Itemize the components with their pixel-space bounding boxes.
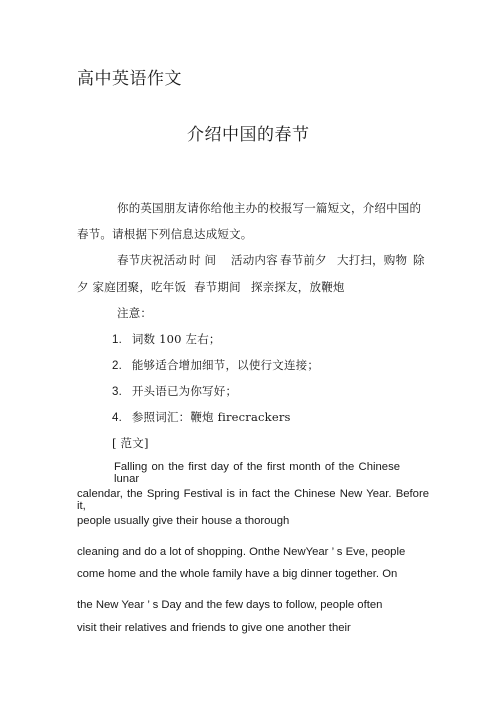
note-number: 1. [112, 334, 122, 346]
table-cell: 夕 家庭团聚，吃年饭 [77, 280, 187, 294]
essay-line: visit their relatives and friends to give one another their [77, 622, 351, 634]
essay-title: 介绍中国的春节 [187, 125, 310, 145]
essay-line: Falling on the first day of the first month of the Chinese lunar [114, 461, 400, 485]
document-title: 高中英语作文 [77, 69, 182, 89]
sample-label: [ 范文] [112, 436, 149, 450]
essay-line: calendar, the Spring Festival is in fact the Chinese New Year. Before it, [77, 488, 429, 512]
note-number: 2. [112, 360, 122, 372]
table-cell: 时 间 [189, 253, 217, 267]
essay-line: the New Year ’ s Day and the few days to follow, people often [77, 599, 383, 611]
table-cell: 春节期间 [194, 280, 241, 294]
note-text: 参照词汇：鞭炮 firecrackers [131, 410, 291, 424]
note-item [112, 383, 237, 399]
note-number: 4. [112, 412, 122, 424]
prompt-line: 你的英国朋友请你给他主办的校报写一篇短文，介绍中国的 [117, 201, 422, 215]
table-cell: 除 [413, 253, 425, 267]
notes-heading: 注意： [117, 306, 153, 320]
table-cell: 春节庆祝活动 [117, 253, 188, 267]
note-item [112, 331, 221, 347]
note-text: 能够适合增加细节，以使行文连接； [131, 358, 320, 372]
essay-line: come home and the whole family have a big dinner together. On [77, 568, 398, 580]
table-cell: 大打扫，购物 [337, 253, 408, 267]
essay-line: people usually give their house a thorough [77, 515, 290, 527]
note-item [112, 409, 291, 425]
note-text: 开头语已为你写好； [131, 384, 238, 398]
note-text: 词数 100 左右； [131, 332, 221, 346]
prompt-line: 春节。请根据下列信息达成短文。 [77, 227, 253, 241]
table-cell: 探亲探友，放鞭炮 [251, 280, 345, 294]
note-item [112, 357, 319, 373]
essay-line: cleaning and do a lot of shopping. Onthe NewYear ’ s Eve, people [77, 546, 406, 558]
table-cell: 春节前夕 [280, 253, 327, 267]
note-number: 3. [112, 386, 122, 398]
table-cell: 活动内容 [231, 253, 278, 267]
